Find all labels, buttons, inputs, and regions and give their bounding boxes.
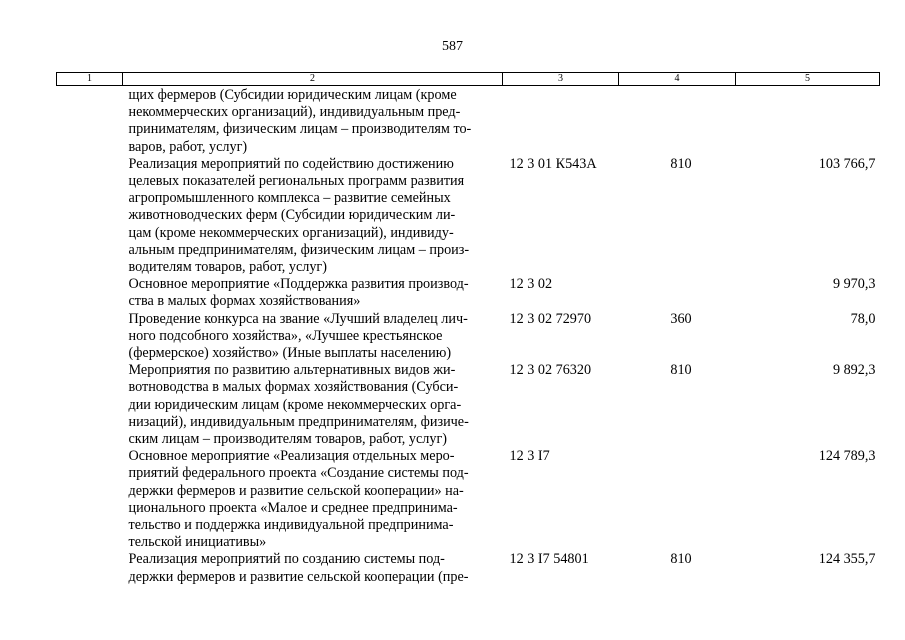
description-line: вотноводства в малых формах хозяйствования (Субси- <box>128 379 459 396</box>
table-row <box>57 551 880 585</box>
cell-col1 <box>57 86 123 156</box>
cell-col1 <box>57 448 123 551</box>
row-description <box>123 86 503 156</box>
cell-col1 <box>57 276 123 310</box>
row-code: 12 3 I7 54801 <box>509 551 589 568</box>
row-description <box>123 362 503 448</box>
table-row <box>57 156 880 276</box>
row-amount <box>736 86 880 156</box>
description-line: Проведение конкурса на звание «Лучший владелец лич- <box>128 310 468 327</box>
row-description <box>123 551 503 585</box>
description-line: ства в малых формах хозяйствования» <box>128 293 361 310</box>
table-row <box>57 311 880 363</box>
description-line: ционального проекта «Малое и среднее предпринима- <box>128 499 458 516</box>
description-line: (фермерское) хозяйство» (Иные выплаты населению) <box>128 345 452 362</box>
description-line: агропромышленного комплекса – развитие семейных <box>128 190 451 207</box>
table-header-row <box>57 73 880 86</box>
row-type: 810 <box>670 155 692 172</box>
description-line: держки фермеров и развитие сельской кооперации (пре- <box>128 568 469 585</box>
description-line: дии юридическим лицам (кроме некоммерческих орга- <box>128 396 462 413</box>
description-line: ским лицам – производителям товаров, работ, услуг) <box>128 431 447 448</box>
row-amount: 9 970,3 <box>832 276 876 293</box>
column-header-3: 3 <box>503 73 619 86</box>
page-number: 587 <box>442 39 463 54</box>
budget-table <box>56 72 880 586</box>
row-code: 12 3 02 <box>509 276 553 293</box>
description-line: щих фермеров (Субсидии юридическим лицам (кроме <box>128 87 457 103</box>
row-type <box>619 276 736 310</box>
row-amount: 124 789,3 <box>818 448 876 465</box>
row-code: 12 3 01 К543А <box>509 155 597 172</box>
description-line: альным предпринимателям, физическим лицам – произ- <box>128 241 470 258</box>
row-amount: 124 355,7 <box>818 551 876 568</box>
row-type: 810 <box>670 362 692 379</box>
description-line: Основное мероприятие «Поддержка развития производ- <box>128 276 469 293</box>
row-description <box>123 448 503 551</box>
description-line: животноводческих ферм (Субсидии юридическим ли- <box>128 207 456 224</box>
description-line: целевых показателей региональных программ развития <box>128 173 465 190</box>
table-row <box>57 448 880 551</box>
description-line: Основное мероприятие «Реализация отдельных меро- <box>128 448 455 465</box>
row-type <box>619 86 736 156</box>
column-header-5: 5 <box>736 73 880 86</box>
description-line: некоммерческих организаций), индивидуальным пред- <box>128 104 461 121</box>
row-description <box>123 311 503 363</box>
description-line: ного подсобного хозяйства», «Лучшее крестьянское <box>128 327 443 344</box>
description-line: принимателям, физическим лицам – производителям то- <box>128 121 472 138</box>
description-line: Реализация мероприятий по содействию достижению <box>128 155 454 172</box>
row-amount: 103 766,7 <box>818 155 876 172</box>
row-code <box>503 86 619 156</box>
row-amount: 78,0 <box>850 310 876 327</box>
cell-col1 <box>57 551 123 585</box>
row-type <box>619 448 736 551</box>
description-line: приятий федерального проекта «Создание системы под- <box>128 465 469 482</box>
row-type: 360 <box>670 310 692 327</box>
description-line: цам (кроме некоммерческих организаций), индивиду- <box>128 224 454 241</box>
table-row <box>57 362 880 448</box>
row-amount: 9 892,3 <box>832 362 876 379</box>
description-line: Реализация мероприятий по созданию системы под- <box>128 551 445 568</box>
description-line: держки фермеров и развитие сельской кооперации» на- <box>128 482 464 499</box>
cell-col1 <box>57 156 123 276</box>
description-line: тельство и поддержка индивидуальной предпринима- <box>128 517 454 534</box>
column-header-1: 1 <box>57 73 123 86</box>
description-line: Мероприятия по развитию альтернативных видов жи- <box>128 362 456 379</box>
row-code: 12 3 02 76320 <box>509 362 592 379</box>
table-row <box>57 276 880 310</box>
column-header-4: 4 <box>619 73 736 86</box>
cell-col1 <box>57 362 123 448</box>
table-row <box>57 86 880 156</box>
row-description <box>123 156 503 276</box>
column-header-2: 2 <box>123 73 503 86</box>
row-code: 12 3 I7 <box>509 448 550 465</box>
description-line: тельской инициативы» <box>128 534 267 551</box>
description-line: водителям товаров, работ, услуг) <box>128 259 327 276</box>
row-description <box>123 276 503 310</box>
cell-col1 <box>57 311 123 363</box>
description-line: низаций), индивидуальным предпринимателям, физиче- <box>128 413 469 430</box>
row-type: 810 <box>670 551 692 568</box>
description-line: варов, работ, услуг) <box>128 138 248 155</box>
row-code: 12 3 02 72970 <box>509 310 592 327</box>
